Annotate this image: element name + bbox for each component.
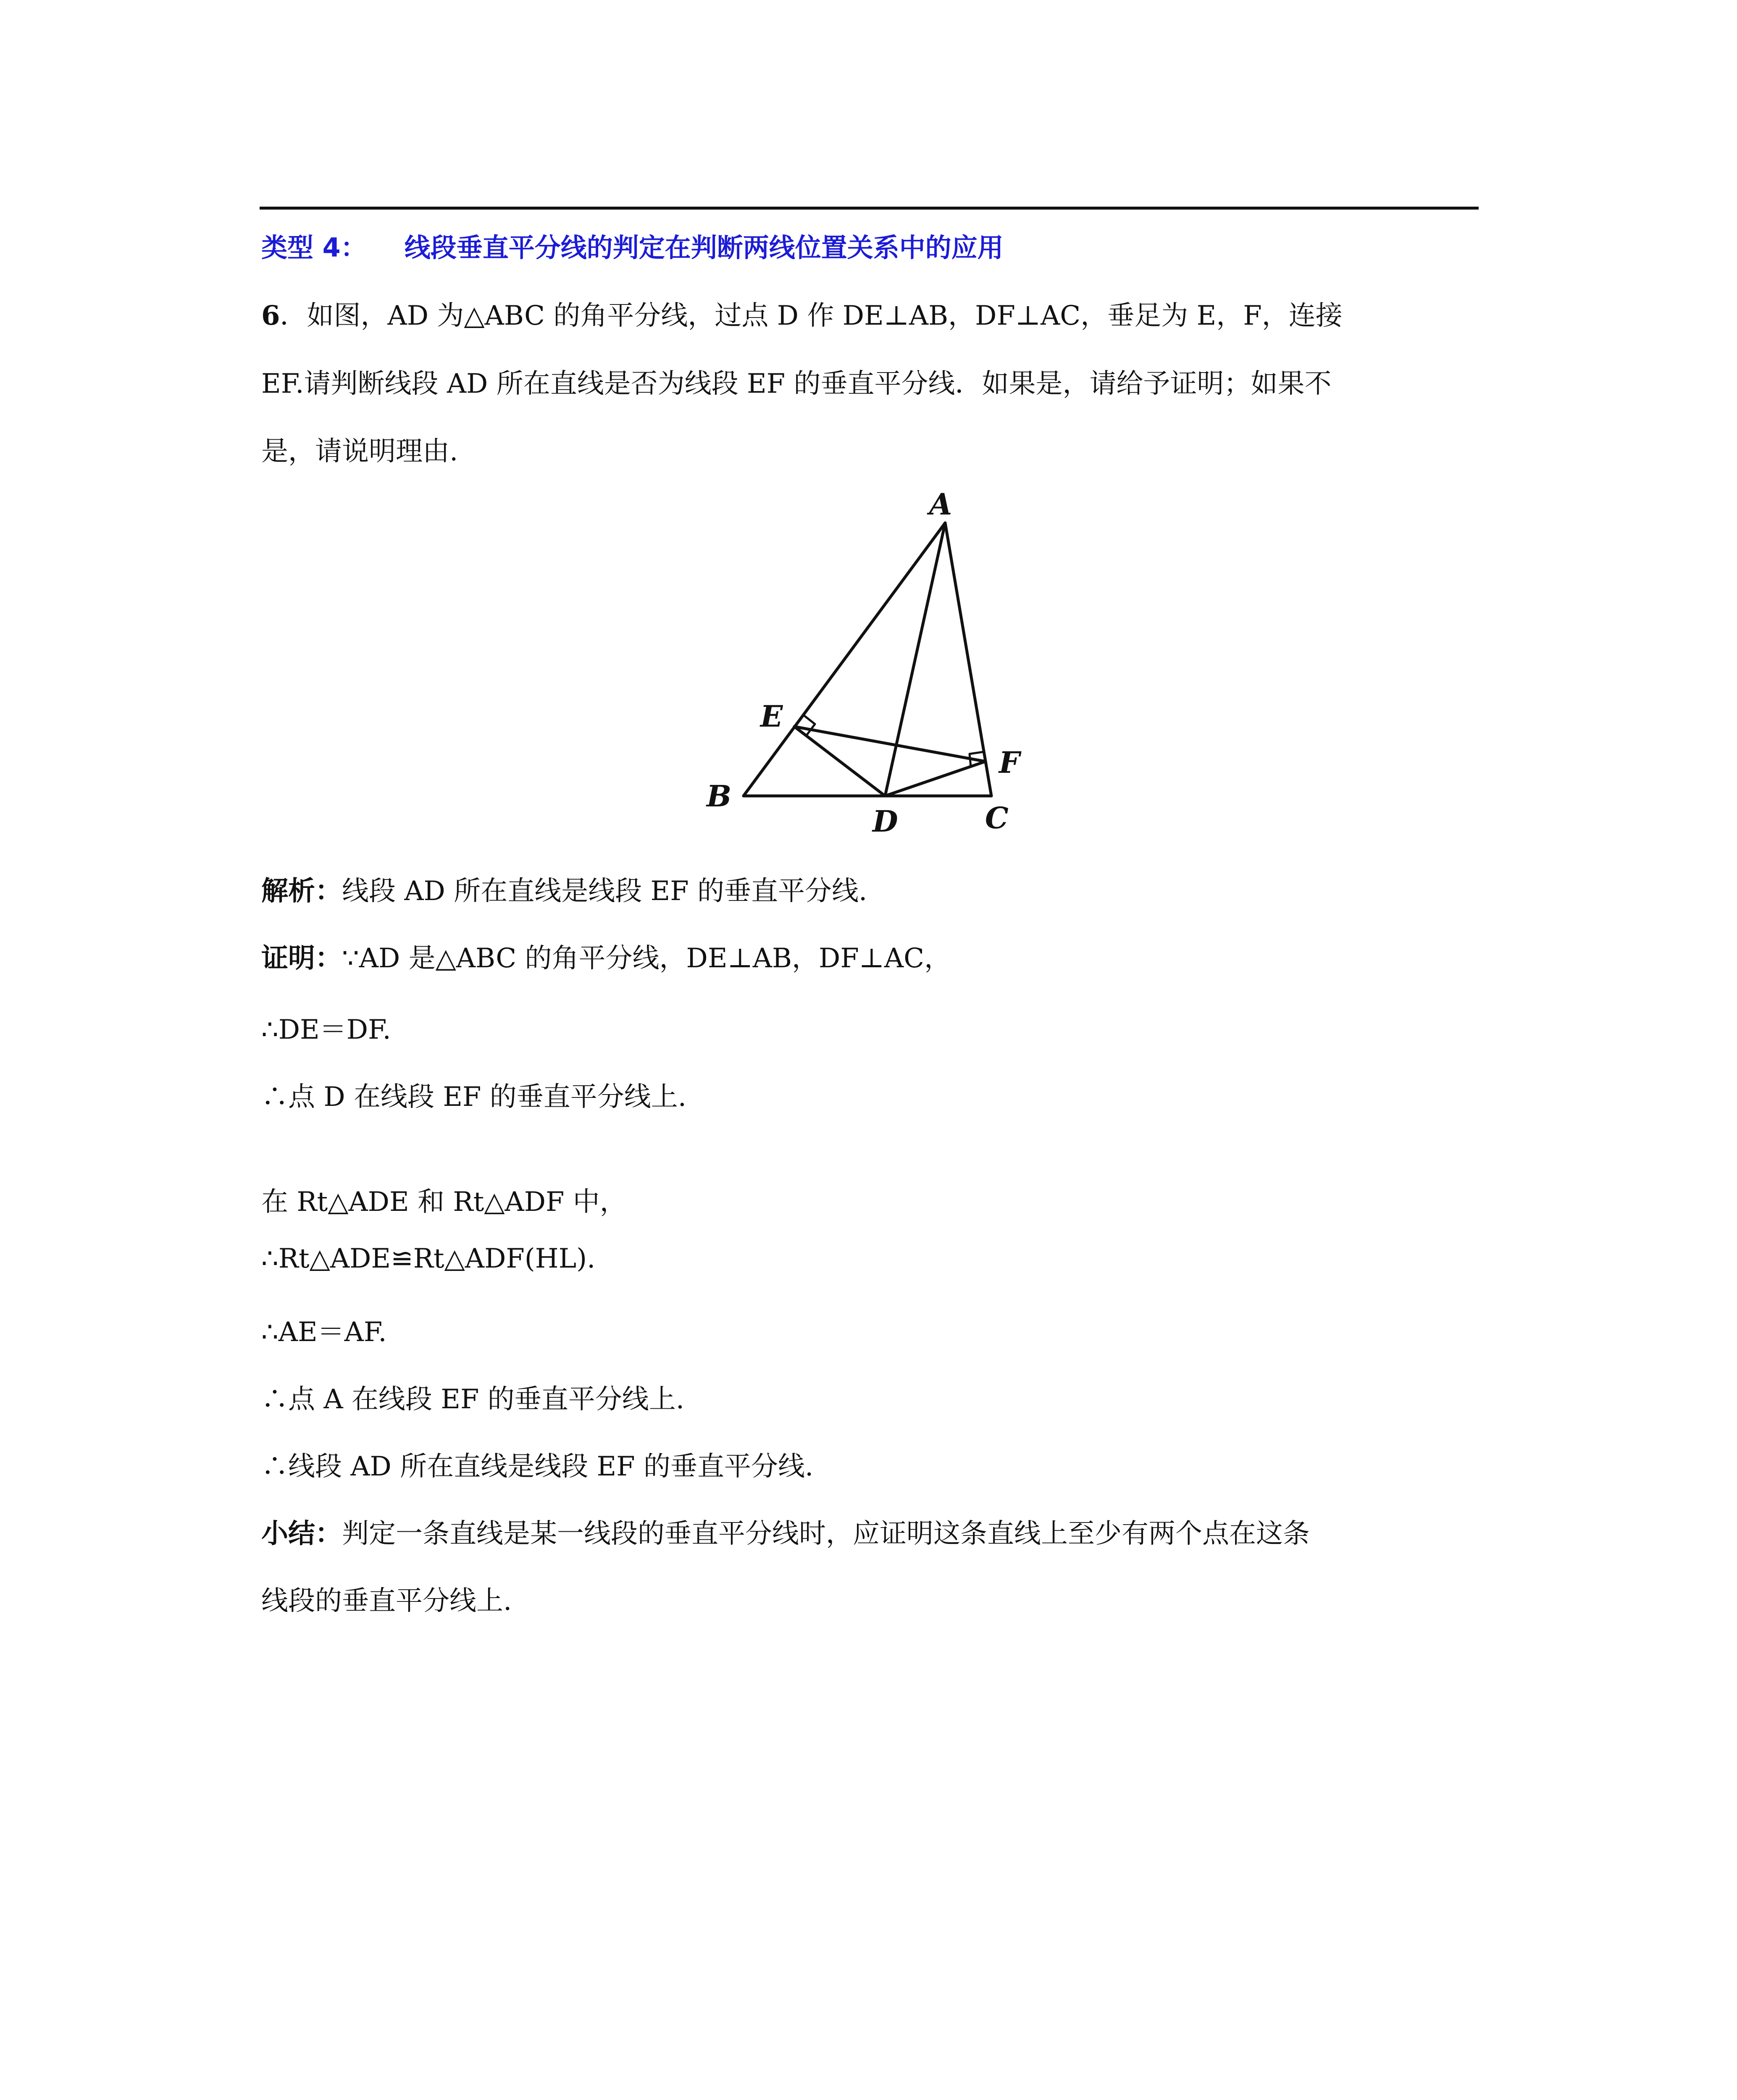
right-angle-mark-e [803, 715, 815, 736]
proof-line-1 [261, 937, 951, 975]
proof-step-7: ∴线段 AD 所在直线是线段 EF 的垂直平分线. [261, 1451, 814, 1482]
label-d: D [872, 804, 898, 839]
proof-step-6: ∴点 A 在线段 EF 的垂直平分线上. [261, 1384, 685, 1415]
proof-label: 证明： [261, 943, 342, 974]
label-e: E [760, 699, 783, 734]
label-c: C [985, 801, 1009, 835]
summary-text-1: 判定一条直线是某一线段的垂直平分线时，应证明这条直线上至少有两个点在这条 [342, 1518, 1310, 1549]
segment-ef [794, 727, 985, 761]
section-title: 线段垂直平分线的判定在判断两线位置关系中的应用 [404, 232, 1004, 263]
segment-de [794, 727, 885, 796]
problem-line-2: EF.请判断线段 AD 所在直线是否为线段 EF 的垂直平分线．如果是，请给予证明；如果不 [261, 368, 1332, 399]
proof-first-text: ∵AD 是△ABC 的角平分线，DE⊥AB，DF⊥AC， [342, 943, 951, 974]
analysis-line [261, 869, 867, 908]
analysis-label: 解析： [261, 876, 342, 907]
proof-step-4: ∴Rt△ADE≌Rt△ADF(HL). [261, 1243, 596, 1274]
analysis-text: 线段 AD 所在直线是线段 EF 的垂直平分线. [342, 876, 867, 907]
summary-line-2: 线段的垂直平分线上. [261, 1586, 512, 1617]
problem-text-1: ．如图，AD 为△ABC 的角平分线，过点 D 作 DE⊥AB，DF⊥AC，垂足为 E，F，连接 [280, 300, 1343, 331]
proof-step-2: ∴点 D 在线段 EF 的垂直平分线上. [261, 1082, 687, 1113]
section-type-label: 类型 4： [261, 232, 367, 263]
problem-line-1 [261, 294, 1343, 333]
summary-line-1 [261, 1512, 1310, 1551]
proof-step-3: 在 Rt△ADE 和 Rt△ADF 中， [261, 1186, 627, 1218]
problem-line-3: 是，请说明理由. [261, 436, 458, 467]
triangle-diagram [689, 483, 1059, 844]
label-f: F [999, 745, 1020, 780]
header-rule [260, 207, 1479, 210]
proof-step-5: ∴AE＝AF. [261, 1317, 387, 1348]
label-b: B [707, 779, 732, 814]
summary-label: 小结： [261, 1518, 342, 1549]
section-heading [261, 227, 1004, 264]
triangle-figure [689, 483, 1059, 844]
problem-number: 6 [261, 300, 280, 331]
proof-step-1: ∴DE＝DF. [261, 1014, 391, 1045]
label-a: A [929, 487, 952, 522]
